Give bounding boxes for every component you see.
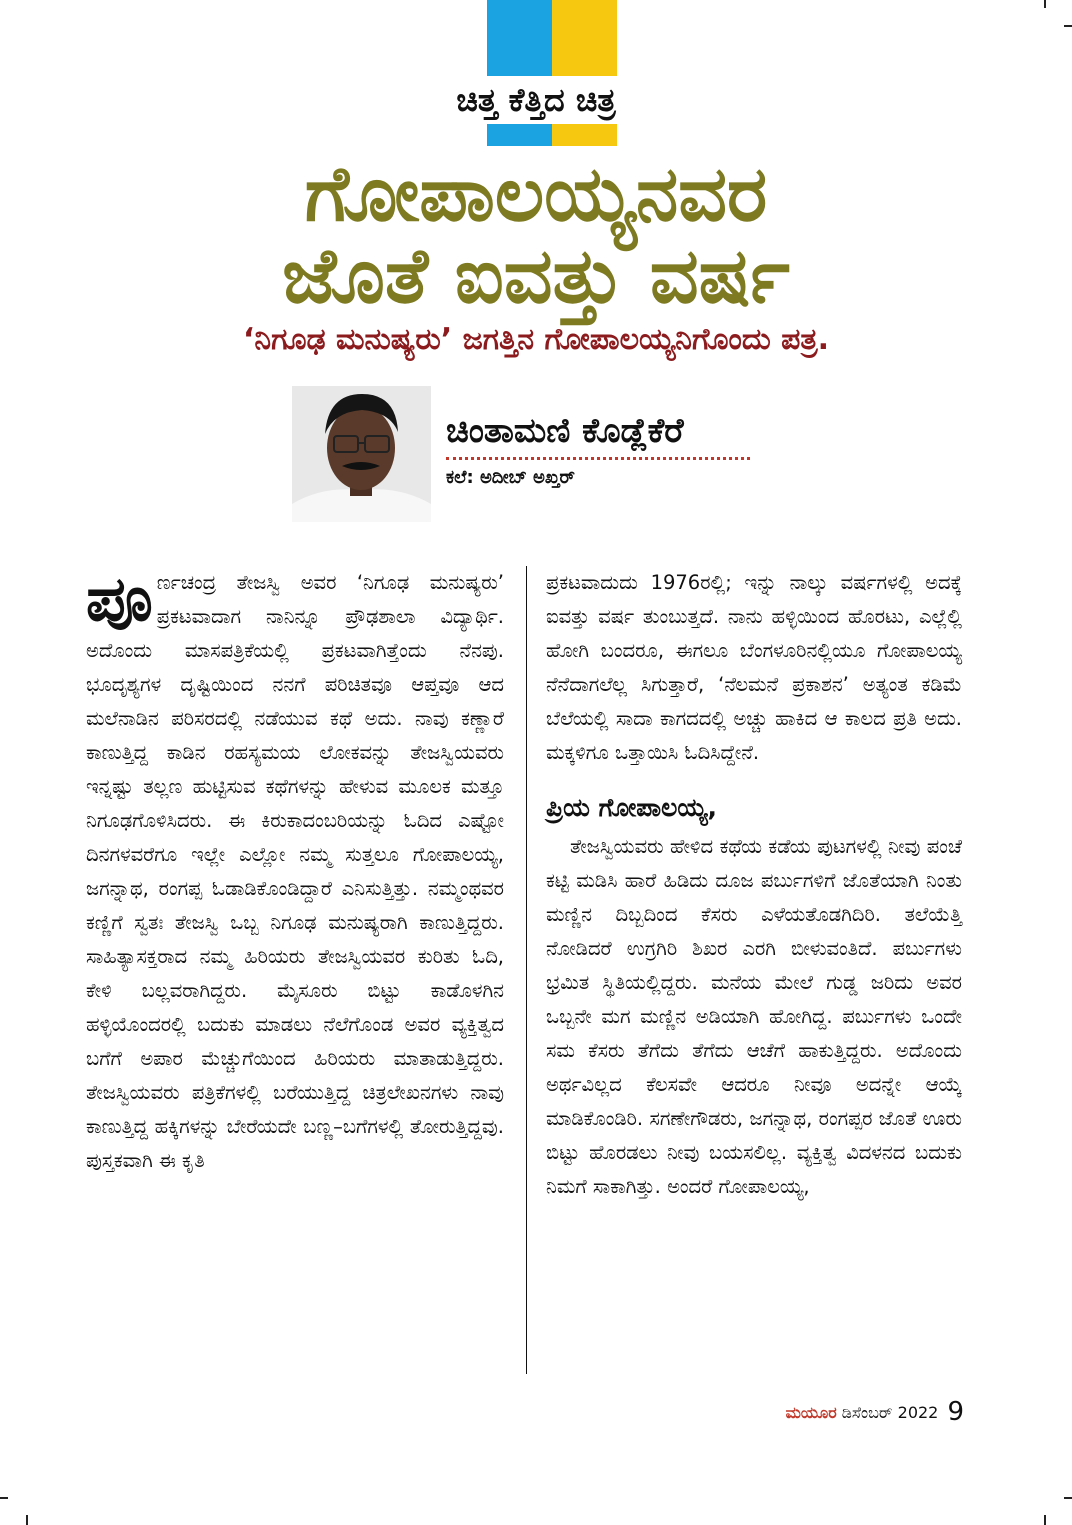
article-paragraph bbox=[86, 562, 504, 1178]
article-text-left: ರ್ಣಚಂದ್ರ ತೇಜಸ್ವಿ ಅವರ ‘ನಿಗೂಢ ಮನುಷ್ಯರು’ ಪ್ರಕಟವಾದಾಗ ನಾನಿನ್ನೂ ಪ್ರೌಢಶಾಲಾ ವಿದ್ಯಾರ್ಥಿ. ಅದೊಂದು ಮಾಸಪತ್ರಿಕೆಯಲ್ಲಿ ಪ್ರಕಟವಾಗಿತ್ತೆಂದು ನೆನಪು. ಭೂದೃಶ್ಯಗಳ ದೃಷ್ಟಿಯಿಂದ ನನಗೆ ಪರಿಚಿತವೂ ಆಪ್ತವೂ ಆದ ಮಲೆನಾಡಿನ ಪರಿಸರದಲ್ಲಿ ನಡೆಯುವ ಕಥೆ ಅದು. ನಾವು ಕಣ್ಣಾರೆ ಕಾಣುತ್ತಿದ್ದ ಕಾಡಿನ ರಹಸ್ಯಮಯ ಲೋಕವನ್ನು ತೇಜಸ್ವಿಯವರು ಇನ್ನಷ್ಟು ತಲ್ಲಣ ಹುಟ್ಟಿಸುವ ಕಥೆಗಳನ್ನು ಹೇಳುವ ಮೂಲಕ ಮತ್ತೂ ನಿಗೂಢಗೊಳಿಸಿದರು. ಈ ಕಿರುಕಾದಂಬರಿಯನ್ನು ಓದಿದ ಎಷ್ಟೋ ದಿನಗಳವರೆಗೂ ಇಲ್ಲೇ ಎಲ್ಲೋ ನಮ್ಮ ಸುತ್ತಲೂ ಗೋಪಾಲಯ್ಯ, ಜಗನ್ನಾಥ, ರಂಗಪ್ಪ ಓಡಾಡಿಕೊಂಡಿದ್ದಾರೆ ಎನಿಸುತ್ತಿತ್ತು. ನಮ್ಮಂಥವರ ಕಣ್ಣಿಗೆ ಸ್ವತಃ ತೇಜಸ್ವಿ ಒಬ್ಬ ನಿಗೂಢ ಮನುಷ್ಯರಾಗಿ ಕಾಣುತ್ತಿದ್ದರು. ಸಾಹಿತ್ಯಾಸಕ್ತರಾದ ನಮ್ಮ ಹಿರಿಯರು ತೇಜಸ್ವಿಯವರ ಕುರಿತು ಓದಿ, ಕೇಳಿ ಬಲ್ಲವರಾಗಿದ್ದರು. ಮೈಸೂರು ಬಿಟ್ಟು ಕಾಡೊಳಗಿನ ಹಳ್ಳಿಯೊಂದರಲ್ಲಿ ಬದುಕು ಮಾಡಲು ನೆಲೆಗೊಂಡ ಅವರ ವ್ಯಕ್ತಿತ್ವದ ಬಗೆಗೆ ಅಪಾರ ಮೆಚ್ಚುಗೆಯಿಂದ ಹಿರಿಯರು ಮಾತಾಡುತ್ತಿದ್ದರು. ತೇಜಸ್ವಿಯವರು ಪತ್ರಿಕೆಗಳಲ್ಲಿ ಬರೆಯುತ್ತಿದ್ದ ಚಿತ್ರಲೇಖನಗಳು ನಾವು ಕಾಣುತ್ತಿದ್ದ ಹಕ್ಕಿಗಳನ್ನು ಬೇರೆಯದೇ ಬಣ್ಣ–ಬಗೆಗಳಲ್ಲಿ ತೋರುತ್ತಿದ್ದವು. ಪುಸ್ತಕವಾಗಿ ಈ ಕೃತಿ bbox=[86, 571, 504, 1172]
crop-mark bbox=[0, 1497, 8, 1499]
headline-line-2: ಜೊತೆ ಐವತ್ತು ವರ್ಷ bbox=[282, 231, 790, 320]
crop-mark bbox=[1064, 25, 1072, 27]
page-number: 9 bbox=[947, 1397, 964, 1427]
article-column-left bbox=[86, 562, 504, 1178]
crop-mark bbox=[1044, 1515, 1046, 1525]
author-name: ಚಿಂತಾಮಣಿ ಕೊಡ್ಲೆಕೆರೆ bbox=[446, 411, 684, 451]
section-label: ಚಿತ್ತ ಕೆತ್ತಿದ ಚಿತ್ರ bbox=[456, 81, 616, 119]
author-photo bbox=[292, 386, 431, 522]
headline-line-1: ಗೋಪಾಲಯ್ಯನವರ bbox=[304, 149, 768, 238]
blue-bar bbox=[487, 0, 552, 146]
issue-date: ಡಿಸೆಂಬರ್ 2022 bbox=[841, 1403, 939, 1422]
header-color-block bbox=[487, 0, 617, 146]
yellow-bar bbox=[552, 0, 617, 146]
crop-mark bbox=[1064, 1497, 1072, 1499]
drop-cap: ಪೂ bbox=[86, 562, 153, 635]
article-text-right-2: ತೇಜಸ್ವಿಯವರು ಹೇಳಿದ ಕಥೆಯ ಕಡೆಯ ಪುಟಗಳಲ್ಲಿ ನೀವು ಪಂಚೆ ಕಟ್ಟಿ ಮಡಿಸಿ ಹಾರೆ ಹಿಡಿದು ದೂಜ ಪರ್ಬುಗಳಿಗೆ ಜೊತೆಯಾಗಿ ನಿಂತು ಮಣ್ಣಿನ ದಿಬ್ಬದಿಂದ ಕೆಸರು ಎಳೆಯತೊಡಗಿದಿರಿ. ತಲೆಯೆತ್ತಿ ನೋಡಿದರೆ ಉಗ್ರಗಿರಿ ಶಿಖರ ಎರಗಿ ಬೀಳುವಂತಿದೆ. ಪರ್ಬುಗಳು ಭ್ರಮಿತ ಸ್ಥಿತಿಯಲ್ಲಿದ್ದರು. ಮನೆಯ ಮೇಲೆ ಗುಡ್ಡ ಜರಿದು ಅವರ ಒಬ್ಬನೇ ಮಗ ಮಣ್ಣಿನ ಅಡಿಯಾಗಿ ಹೋಗಿದ್ದ. ಪರ್ಬುಗಳು ಒಂದೇ ಸಮ ಕೆಸರು ತೆಗೆದು ತೆಗೆದು ಆಚೆಗೆ ಹಾಕುತ್ತಿದ್ದರು. ಅದೊಂದು ಅರ್ಥವಿಲ್ಲದ ಕೆಲಸವೇ ಆದರೂ ನೀವೂ ಅದನ್ನೇ ಆಯ್ಕೆ ಮಾಡಿಕೊಂಡಿರಿ. ಸಗಣೇಗೌಡರು, ಜಗನ್ನಾಥ, ರಂಗಪ್ಪರ ಜೊತೆ ಊರು ಬಿಟ್ಟು ಹೊರಡಲು ನೀವು ಬಯಸಲಿಲ್ಲ. ವ್ಯಕ್ತಿತ್ವ ವಿದಳನದ ಬದುಕು ನಿಮಗೆ ಸಾಕಾಗಿತ್ತು. ಅಂದರೆ ಗೋಪಾಲಯ್ಯ, bbox=[546, 835, 962, 1198]
article-column-right bbox=[546, 566, 962, 1204]
crop-mark bbox=[1044, 0, 1046, 8]
column-divider bbox=[526, 566, 527, 1374]
art-credit: ಕಲೆ: ಅದೀಬ್ ಅಖ್ತರ್ bbox=[446, 467, 575, 488]
subtitle: ‘ನಿಗೂಢ ಮನುಷ್ಯರು’ ಜಗತ್ತಿನ ಗೋಪಾಲಯ್ಯನಿಗೊಂದು ಪತ್ರ. bbox=[243, 322, 829, 357]
letter-salutation: ಪ್ರಿಯ ಗೋಪಾಲಯ್ಯ, bbox=[546, 793, 718, 822]
crop-mark bbox=[26, 1515, 28, 1525]
byline-divider bbox=[446, 457, 750, 460]
page-footer bbox=[740, 1398, 964, 1427]
article-text-right-1: ಪ್ರಕಟವಾದುದು 1976ರಲ್ಲಿ; ಇನ್ನು ನಾಲ್ಕು ವರ್ಷಗಳಲ್ಲಿ ಅದಕ್ಕೆ ಐವತ್ತು ವರ್ಷ ತುಂಬುತ್ತದೆ. ನಾನು ಹಳ್ಳಿಯಿಂದ ಹೊರಟು, ಎಲ್ಲೆಲ್ಲಿ ಹೋಗಿ ಬಂದರೂ, ಈಗಲೂ ಬೆಂಗಳೂರಿನಲ್ಲಿಯೂ ಗೋಪಾಲಯ್ಯ ನೆನೆದಾಗಲೆಲ್ಲ ಸಿಗುತ್ತಾರೆ, ‘ನೆಲಮನೆ ಪ್ರಕಾಶನ’ ಅತ್ಯಂತ ಕಡಿಮೆ ಬೆಲೆಯಲ್ಲಿ ಸಾದಾ ಕಾಗದದಲ್ಲಿ ಅಚ್ಚು ಹಾಕಿದ ಆ ಕಾಲದ ಪ್ರತಿ ಅದು. ಮಕ್ಕಳಿಗೂ ಒತ್ತಾಯಿಸಿ ಓದಿಸಿದ್ದೇನೆ. bbox=[546, 571, 962, 764]
magazine-name: ಮಯೂರ bbox=[785, 1403, 837, 1422]
